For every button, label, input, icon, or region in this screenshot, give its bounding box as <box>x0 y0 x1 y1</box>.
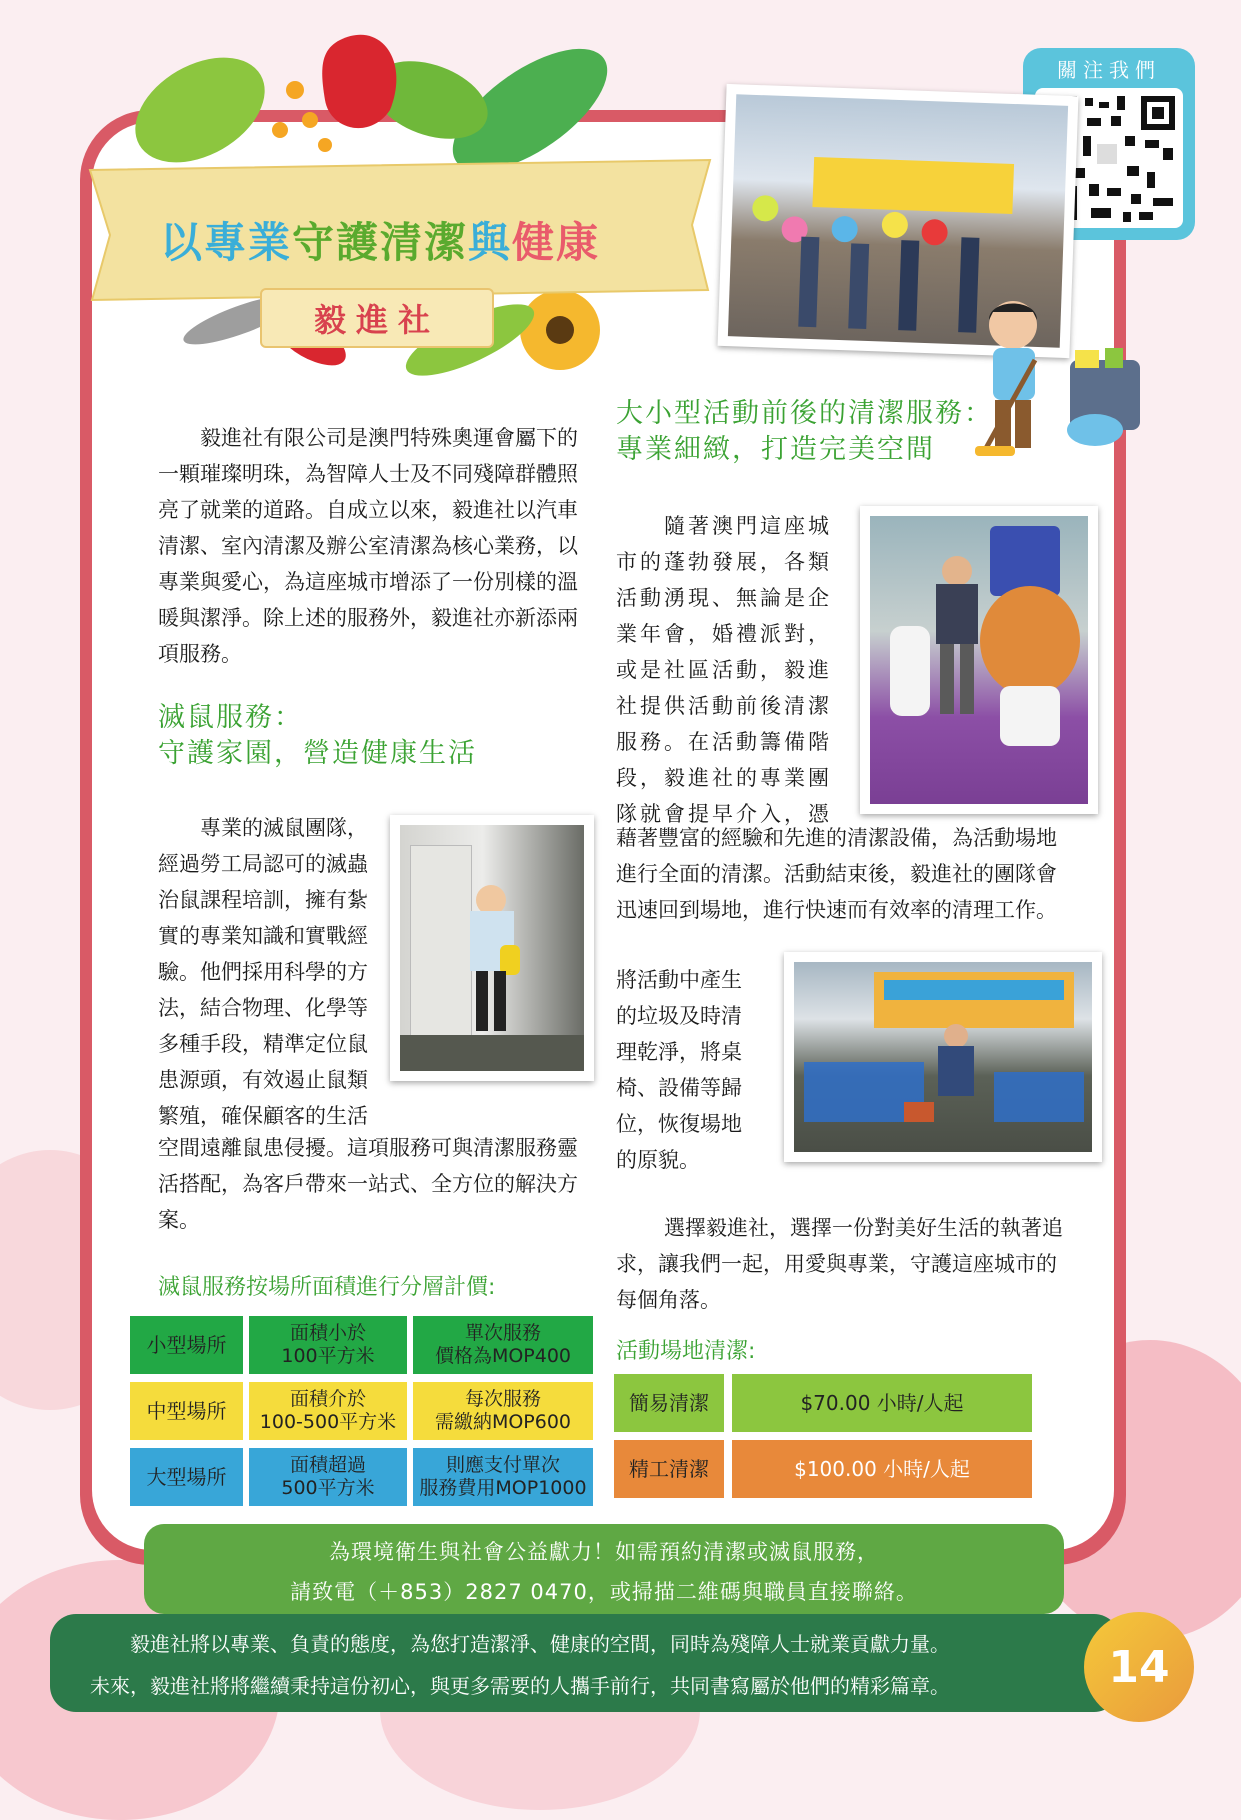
event-pricing-title: 活動場地清潔: <box>616 1339 756 1364</box>
event-tier-premium-price: $100.00 小時/人起 <box>732 1440 1032 1498</box>
contact-banner <box>144 1524 1064 1614</box>
title-part: 健康 <box>512 218 601 267</box>
event-mascot-photo <box>860 506 1098 814</box>
pest-tier-large-price <box>413 1448 593 1506</box>
pest-tier-small-name: 小型場所 <box>130 1316 243 1374</box>
event-cleanup-photo <box>784 952 1102 1162</box>
footer-line2: 未來，毅進社將將繼續秉持這份初心，與更多需要的人攜手前行，共同書寫屬於他們的精彩篇章。 <box>90 1674 950 1698</box>
pest-tier-large-price-text: 則應支付單次 服務費用MOP1000 <box>419 1454 587 1499</box>
contact-line1: 為環境衛生與社會公益獻力！如需預約清潔或滅鼠服務， <box>329 1540 879 1564</box>
footer-line1: 毅進社將以專業、負責的態度，為您打造潔淨、健康的空間，同時為殘障人士就業貢獻力量。 <box>130 1632 950 1656</box>
subtitle-ribbon <box>260 288 494 348</box>
title-part: 以專業 <box>160 218 293 267</box>
page-number: 14 <box>1108 1641 1170 1693</box>
pest-tier-large-area-text: 面積超過 500平方米 <box>281 1454 375 1499</box>
pest-tier-small-area-text: 面積小於 100平方米 <box>281 1322 375 1367</box>
pest-pricing-title: 滅鼠服務按場所面積進行分層計價: <box>158 1275 496 1300</box>
pest-control-photo <box>390 815 594 1081</box>
event-tier-basic-price: $70.00 小時/人起 <box>732 1374 1032 1432</box>
footer-banner <box>50 1614 1120 1712</box>
pest-tier-small-price-text: 單次服務 價格為MOP400 <box>434 1322 572 1367</box>
subtitle: 毅進社 <box>313 301 440 339</box>
event-tier-basic-name: 簡易清潔 <box>614 1374 724 1432</box>
contact-line2[interactable]: 請致電（＋853）2827 0470，或掃描二維碼與職員直接聯絡。 <box>290 1580 918 1604</box>
event-paragraph-wrap1: 隨著澳門這座城市的蓬勃發展，各類活動湧現、無論是企業年會，婚禮派對，或是社區活動，毅進社提供活動前後清潔服務。在活動籌備階段，毅進社的專業團隊就會提早介入，憑 <box>616 514 832 826</box>
pest-tier-large-name: 大型場所 <box>130 1448 243 1506</box>
page-number-badge <box>1084 1612 1194 1722</box>
pest-heading-line1: 滅鼠服務： <box>158 702 303 733</box>
pest-tier-small-area <box>249 1316 407 1374</box>
title-part: 與 <box>468 218 513 267</box>
title-part: 守護清潔 <box>292 218 469 267</box>
event-tier-premium-name: 精工清潔 <box>614 1440 724 1498</box>
pest-tier-medium-area <box>249 1382 407 1440</box>
pest-heading-line2: 守護家園，營造健康生活 <box>158 738 477 769</box>
event-heading-line2: 專業細緻，打造完美空間 <box>616 434 935 465</box>
event-paragraph-full: 藉著豐富的經驗和先進的清潔設備，為活動場地進行全面的清潔。活動結束後，毅進社的團隊會迅速回到場地，進行快速而有效率的清理工作。 <box>616 826 1057 922</box>
pest-tier-medium-price <box>413 1382 593 1440</box>
pest-tier-small-price <box>413 1316 593 1374</box>
cleaner-character-illustration <box>975 290 1150 490</box>
pest-paragraph-full: 空間遠離鼠患侵擾。這項服務可與清潔服務靈活搭配，為客戶帶來一站式、全方位的解決方案。 <box>158 1136 578 1232</box>
pest-tier-large-area <box>249 1448 407 1506</box>
event-heading-line1: 大小型活動前後的清潔服務： <box>616 398 993 429</box>
intro-paragraph: 毅進社有限公司是澳門特殊奧運會屬下的一顆璀璨明珠，為智障人士及不同殘障群體照亮了就業的道路。自成立以來，毅進社以汽車清潔、室內清潔及辦公室清潔為核心業務，以專業與愛心，為這座城市增添了一份別樣的溫暖與潔淨。除上述的服務外，毅進社亦新添兩項服務。 <box>158 426 578 666</box>
pest-tier-medium-area-text: 面積介於 100-500平方米 <box>259 1388 397 1433</box>
page-title <box>160 210 600 270</box>
event-paragraph-wrap2: 將活動中產生的垃圾及時清理乾淨，將桌椅、設備等歸位，恢復場地的原貌。 <box>616 968 742 1172</box>
closing-paragraph: 選擇毅進社，選擇一份對美好生活的執著追求，讓我們一起，用愛與專業，守護這座城市的每個角落。 <box>616 1216 1063 1312</box>
pest-tier-medium-name: 中型場所 <box>130 1382 243 1440</box>
pest-paragraph-wrap: 專業的滅鼠團隊，經過勞工局認可的滅蟲治鼠課程培訓，擁有紮實的專業知識和實戰經驗。他們採用科學的方法，結合物理、化學等多種手段，精準定位鼠患源頭，有效遏止鼠類繁殖，確保顧客的生活 <box>158 816 368 1128</box>
qr-label: 關注我們 <box>1057 58 1161 82</box>
pest-tier-medium-price-text: 每次服務 需繳納MOP600 <box>434 1388 572 1433</box>
